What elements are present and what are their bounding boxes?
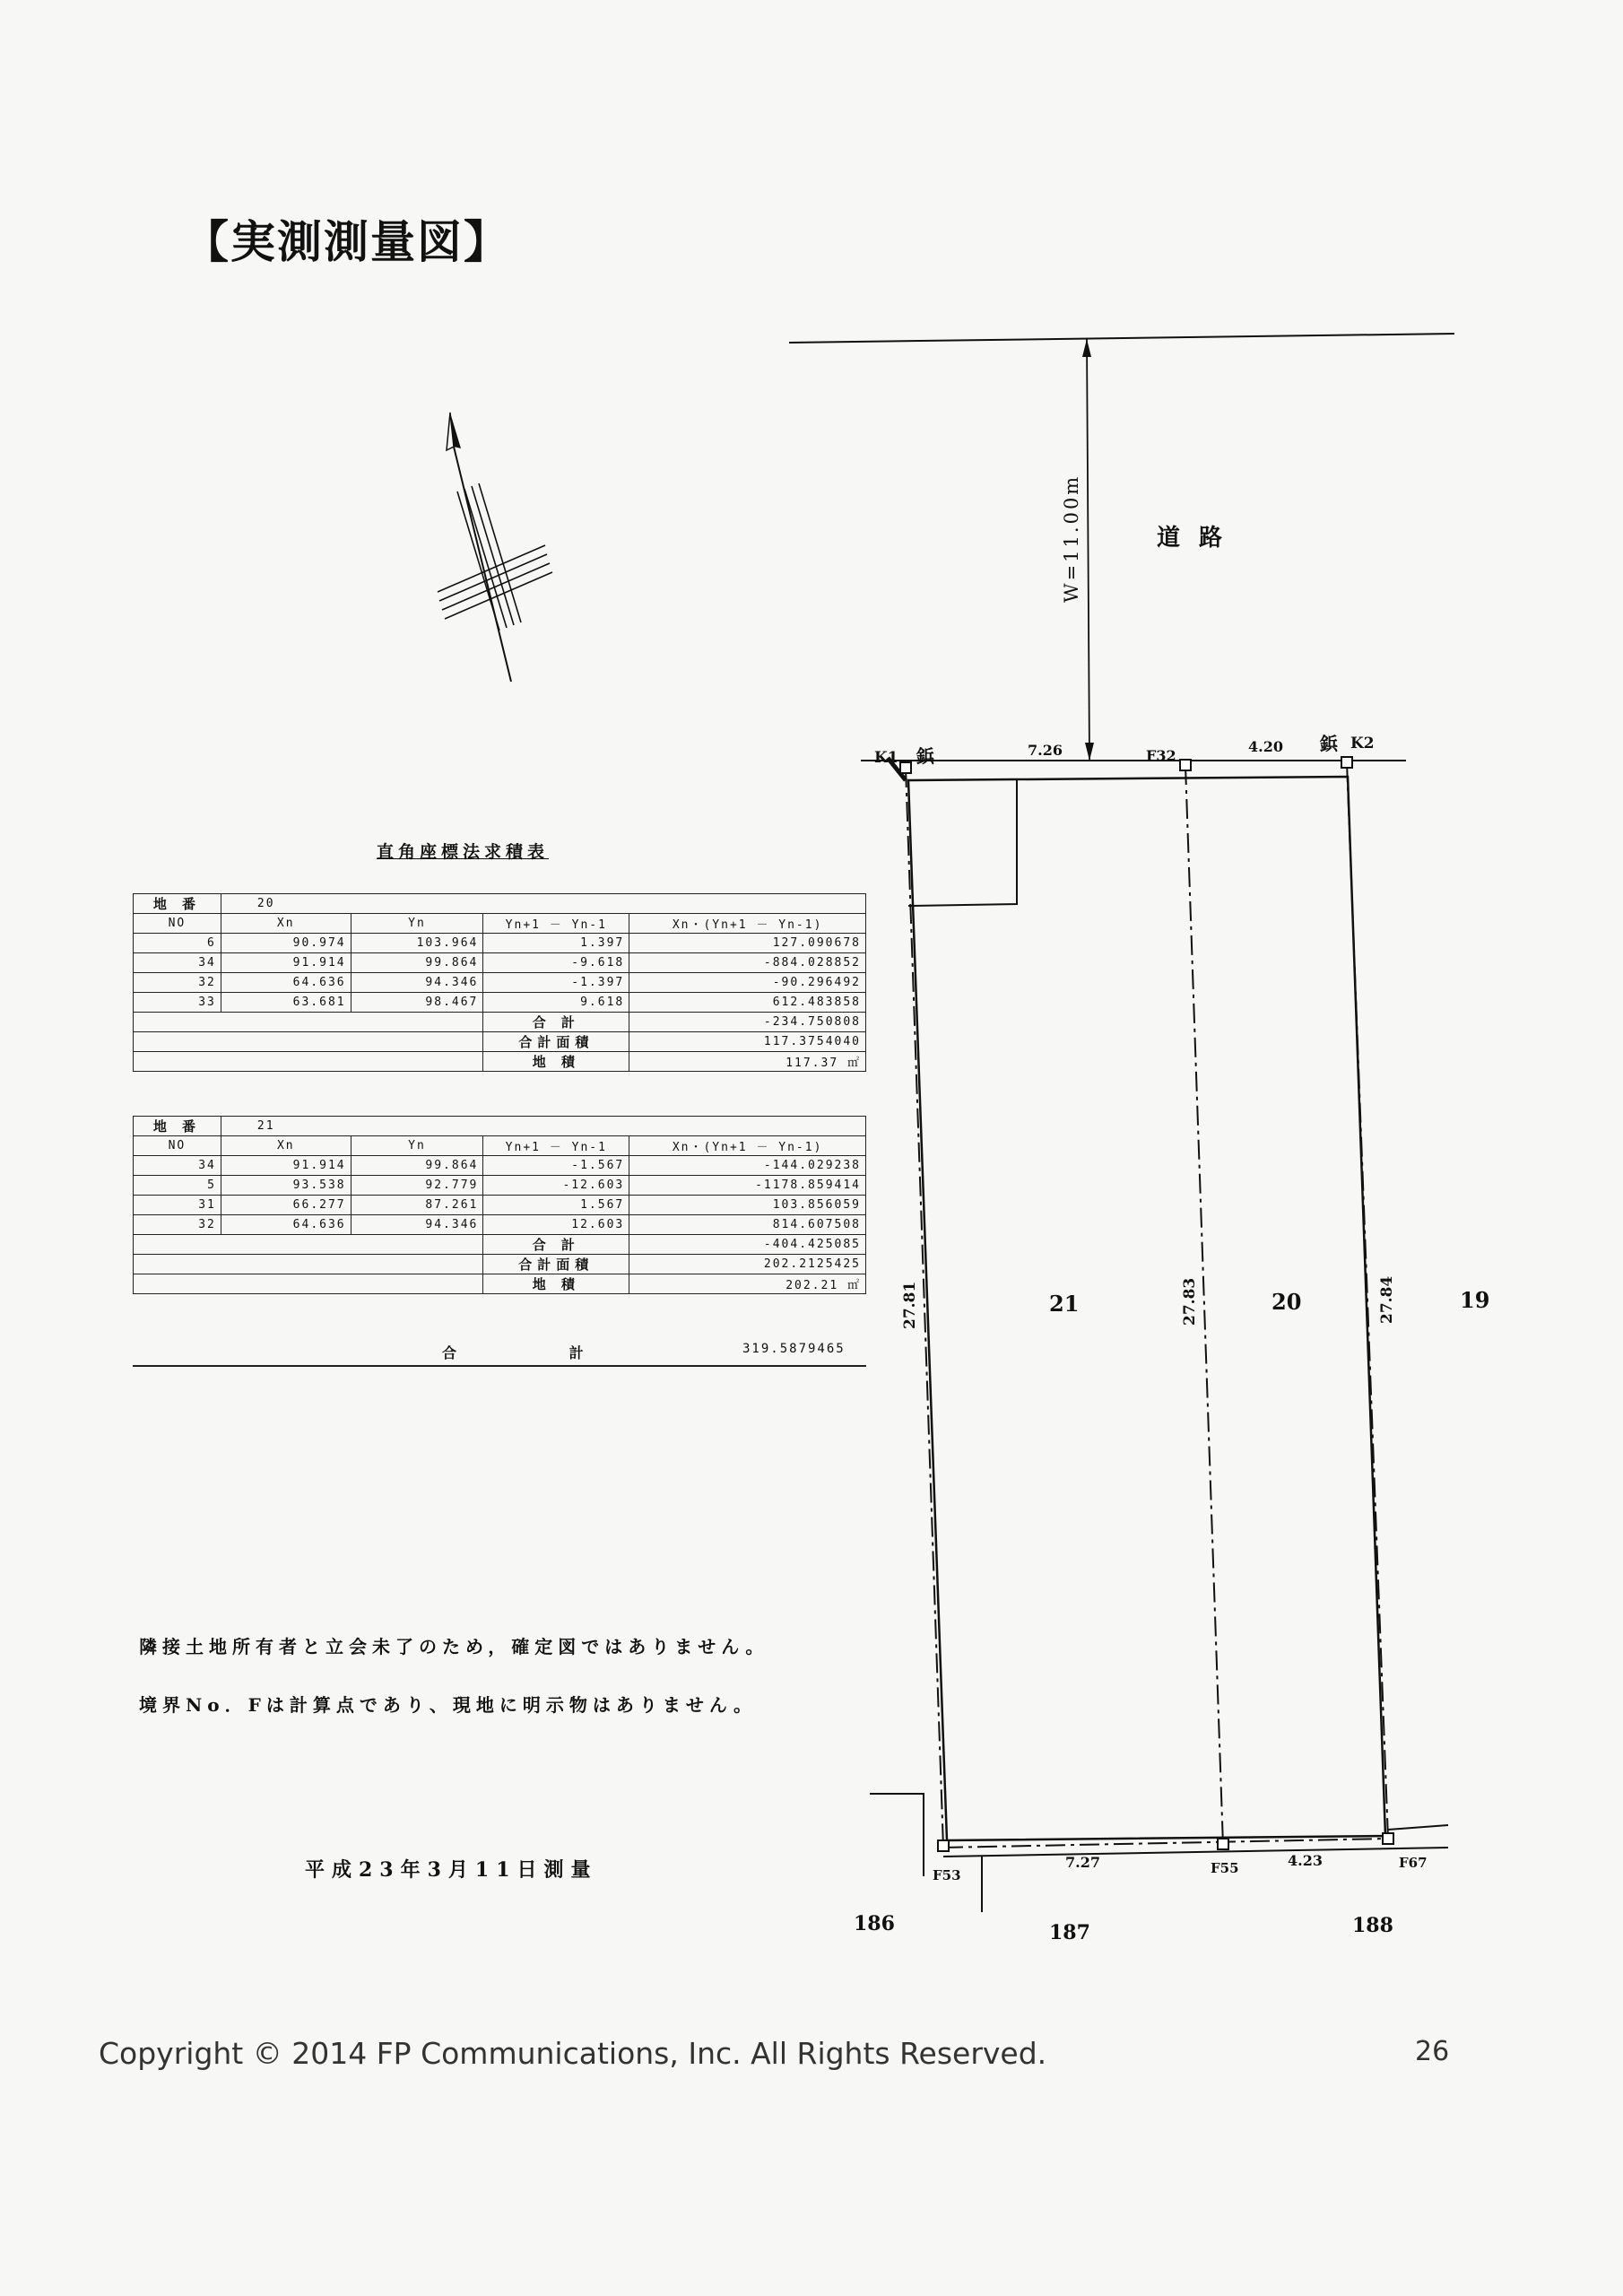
table-row [134,973,866,993]
table-cell: 1.567 [483,1196,629,1215]
table-cell: 12.603 [483,1215,629,1235]
area-value: 117.3754040 [629,1032,866,1052]
copyright-notice: Copyright © 2014 FP Communications, Inc. All Rights Reserved. [99,2036,1047,2071]
lot-20-label: 20 [1271,1289,1302,1315]
table-cell: 34 [134,953,221,973]
point-f32-label: F32 [1146,747,1176,764]
table-cell: 99.864 [351,953,483,973]
land-label: 地 積 [483,1052,629,1072]
table-cell: -9.618 [483,953,629,973]
area-value: 202.2125425 [629,1255,866,1274]
note-line-2: 境界No．Fは計算点であり、現地に明示物はありません。 [139,1694,758,1716]
point-k1-marker: 鋲 [916,745,934,767]
table-area-row [134,1255,866,1274]
land-value: 202.21 ㎡ [629,1274,866,1294]
table-cell: 127.090678 [629,934,866,953]
table-cell: -1.567 [483,1156,629,1176]
table-cell: 31 [134,1196,221,1215]
table-cell: -1.397 [483,973,629,993]
area-label: 合計面積 [483,1032,629,1052]
col-header: Yn [351,914,483,934]
table-cell: 9.618 [483,993,629,1013]
land-label: 地 積 [483,1274,629,1294]
table-land-row [134,1274,866,1294]
table-cell: 103.856059 [629,1196,866,1215]
table-cell: 91.914 [221,1156,351,1176]
table-cell: -12.603 [483,1176,629,1196]
table-header-row [134,1136,866,1156]
sum-value: -234.750808 [629,1013,866,1032]
lot-label: 地 番 [134,894,221,914]
lot-21-label: 21 [1049,1291,1080,1317]
table-row [134,1176,866,1196]
point-k2-marker: 鋲 [1320,733,1338,754]
col-header: NO [134,1136,221,1156]
point-f55-label: F55 [1211,1860,1239,1876]
table-row [134,1196,866,1215]
table-cell: 99.864 [351,1156,483,1176]
table-cell: 814.607508 [629,1215,866,1235]
table-header-row [134,914,866,934]
lot-number: 20 [221,894,865,914]
table-title: 直角座標法求積表 [377,842,550,862]
dim-bottom-left: 7.27 [1065,1854,1100,1871]
table-cell: -144.029238 [629,1156,866,1176]
dim-left-side: 27.81 [901,1281,919,1329]
col-header: Xn・(Yn+1 － Yn-1) [629,914,866,934]
sum-label: 合 計 [483,1235,629,1255]
road-label: 道 路 [1157,525,1228,552]
table-area-row [134,1032,866,1052]
table-cell: 98.467 [351,993,483,1013]
table-sum-row [134,1013,866,1032]
table-cell: -884.028852 [629,953,866,973]
grand-total [133,1338,866,1367]
table-row [134,1215,866,1235]
table-cell: 1.397 [483,934,629,953]
table-cell: 6 [134,934,221,953]
road-width-label: W=11.00m [1061,474,1082,603]
lot-187-label: 187 [1049,1921,1090,1944]
dim-top-right: 4.20 [1248,738,1283,755]
col-header: Xn・(Yn+1 － Yn-1) [629,1136,866,1156]
table-row [134,934,866,953]
sum-label: 合 計 [483,1013,629,1032]
table-cell: 64.636 [221,1215,351,1235]
table-row [134,1156,866,1176]
lot-19-label: 19 [1460,1287,1490,1313]
col-header: Yn [351,1136,483,1156]
table-cell: 34 [134,1156,221,1176]
table-cell: -90.296492 [629,973,866,993]
point-f67-label: F67 [1399,1855,1428,1871]
point-f53-label: F53 [933,1867,961,1883]
table-cell: 90.974 [221,934,351,953]
table-cell: -1178.859414 [629,1176,866,1196]
grand-total-label: 合 計 [442,1344,638,1361]
table-sum-row [134,1235,866,1255]
table-cell: 5 [134,1176,221,1196]
sum-value: -404.425085 [629,1235,866,1255]
col-header: Yn+1 － Yn-1 [483,914,629,934]
lot-label: 地 番 [134,1117,221,1136]
point-k1-label: K1 [874,749,898,767]
lot-188-label: 188 [1352,1914,1393,1937]
table-cell: 32 [134,1215,221,1235]
land-value: 117.37 ㎡ [629,1052,866,1072]
table-cell: 87.261 [351,1196,483,1215]
table-cell: 94.346 [351,973,483,993]
table-cell: 91.914 [221,953,351,973]
dim-bottom-right: 4.23 [1288,1852,1323,1869]
table-land-row [134,1052,866,1072]
table-cell: 33 [134,993,221,1013]
table-cell: 66.277 [221,1196,351,1215]
point-k2-label: K2 [1350,735,1375,752]
col-header: Xn [221,1136,351,1156]
table-cell: 93.538 [221,1176,351,1196]
survey-date: 平成23年3月11日測量 [305,1858,598,1882]
page-title: 【実測測量図】 [184,216,510,268]
area-table-lot-20 [133,893,866,1072]
table-cell: 612.483858 [629,993,866,1013]
lot-number: 21 [221,1117,865,1136]
grand-total-value: 319.5879465 [742,1342,846,1356]
dim-middle-side: 27.83 [1181,1277,1199,1326]
dim-top-left: 7.26 [1028,742,1063,759]
col-header: Xn [221,914,351,934]
table-cell: 92.779 [351,1176,483,1196]
table-cell: 32 [134,973,221,993]
table-row [134,953,866,973]
table-cell: 63.681 [221,993,351,1013]
col-header: Yn+1 － Yn-1 [483,1136,629,1156]
table-lot-row [134,894,866,914]
page-number: 26 [1415,2036,1450,2067]
table-cell: 64.636 [221,973,351,993]
lot-186-label: 186 [854,1912,895,1935]
table-lot-row [134,1117,866,1136]
table-row [134,993,866,1013]
note-line-1: 隣接土地所有者と立会未了のため，確定図ではありません。 [139,1636,769,1657]
area-label: 合計面積 [483,1255,629,1274]
area-table-lot-21 [133,1116,866,1294]
col-header: NO [134,914,221,934]
table-cell: 94.346 [351,1215,483,1235]
table-cell: 103.964 [351,934,483,953]
dim-right-side: 27.84 [1378,1275,1396,1324]
